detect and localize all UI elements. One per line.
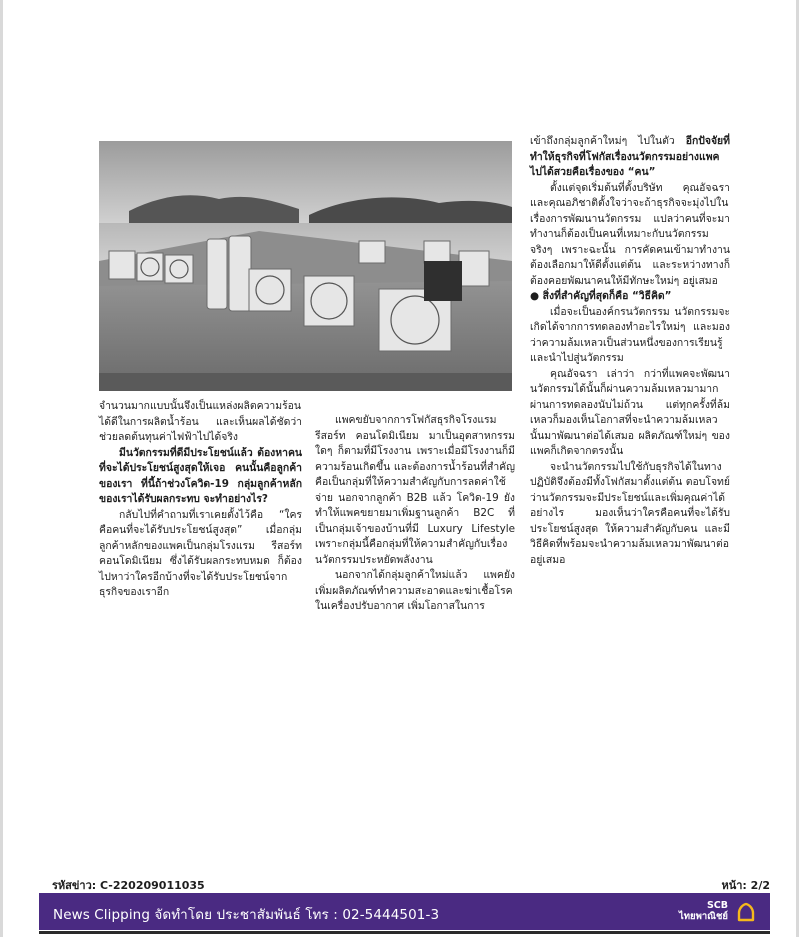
paragraph: เข้าถึงกลุ่มลูกค้าใหม่ๆ ไปในตัว อีกปัจจัยที่ทำให้ธุรกิจที่โฟกัสเรื่องนวัตกรรมอย่างแพคไปได้สวยคือเรื่องของ “คน” — [530, 135, 730, 178]
brand-name-th: ไทยพาณิชย์ — [678, 911, 728, 922]
subheading-question: มีนวัตกรรมที่ดีมีประโยชน์แล้ว ต้องหาคนที่จะได้ประโยชน์สูงสุดให้เจอ คนนั้นคือลูกค้าของเรา ที่นี้ถ้าช่วงโควิด-19 กลุ่มลูกค้าหลักของเราได้รับผลกระทบ จะทำอย่างไร? — [99, 446, 302, 505]
brand-name — [679, 900, 728, 922]
paragraph: กลับไปที่คำถามที่เราเคยตั้งไว้คือ “ใครคือคนที่จะได้รับประโยชน์สูงสุด” เมื่อกลุ่มลูกค้าหลักของแพคเป็นกลุ่มโรงแรม รีสอร์ท คอนโดมิเนียม ซึ่งได้รับผลกระทบหมด ก็ต้องไปหาว่าใครอีกบ้างที่จะได้รับประโยชน์จากธุรกิจของเราอีก — [99, 508, 302, 598]
footer-meta — [52, 876, 770, 892]
bottom-rule — [39, 931, 770, 934]
brand-name-en: SCB — [706, 900, 728, 911]
article-column-1 — [99, 399, 302, 601]
section-heading: ● สิ่งที่สำคัญที่สุดก็คือ “วิธีคิด” — [530, 290, 672, 302]
paragraph: จะนำนวัตกรรมไปใช้กับธุรกิจได้ในทางปฏิบัติจึงต้องมีทั้งโฟกัสมาตั้งแต่ต้น ตอบโจทย์ว่านวัตกรรมจะมีประโยชน์และเพิ่มคุณค่าได้อย่างไร มองเห็นว่าใครคือคนที่จะได้รับประโยชน์สูงสุด ให้ความสำคัญกับคน และมีวิธีคิดที่พร้อมจะนำความล้มเหลวมาพัฒนาต่ออยู่เสมอ — [530, 460, 730, 566]
clipping-credit: News Clipping จัดทำโดย ประชาสัมพันธ์ โทร : 02-5444501-3 — [53, 907, 440, 923]
paragraph: นอกจากได้กลุ่มลูกค้าใหม่แล้ว แพคยังเพิ่มผลิตภัณฑ์ทำความสะอาดและฆ่าเชื้อโรคในเครื่องปรับอากาศ เพิ่มโอกาสในการ — [315, 569, 515, 612]
article-photo — [99, 141, 512, 391]
article-column-2 — [315, 413, 515, 615]
scb-logo-icon — [735, 901, 757, 923]
paragraph: เมื่อจะเป็นองค์กรนวัตกรรม นวัตกรรมจะเกิดได้จากการทดลองทำอะไรใหม่ๆ และมองว่าความล้มเหลวเป็นส่วนหนึ่งของการเรียนรู้และนำไปสู่นวัตกรรม — [530, 305, 730, 364]
article-column-3 — [530, 134, 730, 568]
paragraph: ตั้งแต่จุดเริ่มต้นที่ตั้งบริษัท คุณอัจฉรา และคุณอภิชาติตั้งใจว่าจะถ้าธุรกิจจะมุ่งไปในเรื่องการพัฒนานวัตกรรม แปลว่าคนที่จะมาทำงานก็ต้องเป็นคนที่เหมาะกับนวัตกรรมจริงๆ เพราะฉะนั้น การคัดคนเข้ามาทำงานต้องเลือกมาให้ดีตั้งแต่ต้น และระหว่างทางก็ต้องคอยพัฒนาคนให้มีทักษะใหม่ๆ อยู่เสมอ — [530, 181, 730, 287]
paragraph: จำนวนมากแบบนั้นจึงเป็นแหล่งผลิตความร้อนได้ดีในการผลิตน้ำร้อน และเห็นผลได้ชัดว่าช่วยลดต้นทุนค่าไฟฟ้าไปได้จริง — [99, 400, 302, 443]
page-number: หน้า: 2/2 — [721, 879, 770, 892]
news-code: รหัสข่าว: C-220209011035 — [52, 879, 205, 892]
page-edge-left — [0, 0, 3, 937]
paragraph: คุณอัจฉรา เล่าว่า กว่าที่แพคจะพัฒนานวัตกรรมได้นั้นก็ผ่านความล้มเหลวมามากผ่านการทดลองนับไม่ถ้วน แต่ทุกครั้งที่ล้มเหลวก็มองเห็นโอกาสที่จะนำความล้มเหลวนั้นมาพัฒนาต่อได้เสมอ ผลิตภัณฑ์ใหม่ๆ ของแพคก็เกิดจากตรงนั้น — [530, 367, 730, 457]
footer-bar — [39, 893, 770, 930]
paragraph: แพคขยับจากการโฟกัสธุรกิจโรงแรม รีสอร์ท คอนโดมิเนียม มาเป็นอุตสาหกรรมใดๆ ก็ตามที่มีโรงงาน เพราะเมื่อมีโรงงานก็มีความร้อนเกิดขึ้น และต้องการน้ำร้อนที่สำคัญคือเป็นกลุ่มที่ให้ความสำคัญกับการลดค่าใช้จ่าย นอกจากลูกค้า B2B แล้ว โควิด-19 ยังทำให้แพคขยายมาเพิ่มฐานลูกค้า B2C ที่เป็นกลุ่มเจ้าของบ้านที่มี Luxury Lifestyle เพราะกลุ่มนี้คือกลุ่มที่ให้ความสำคัญกับเรื่องนวัตกรรมประหยัดพลังงาน — [315, 414, 515, 566]
